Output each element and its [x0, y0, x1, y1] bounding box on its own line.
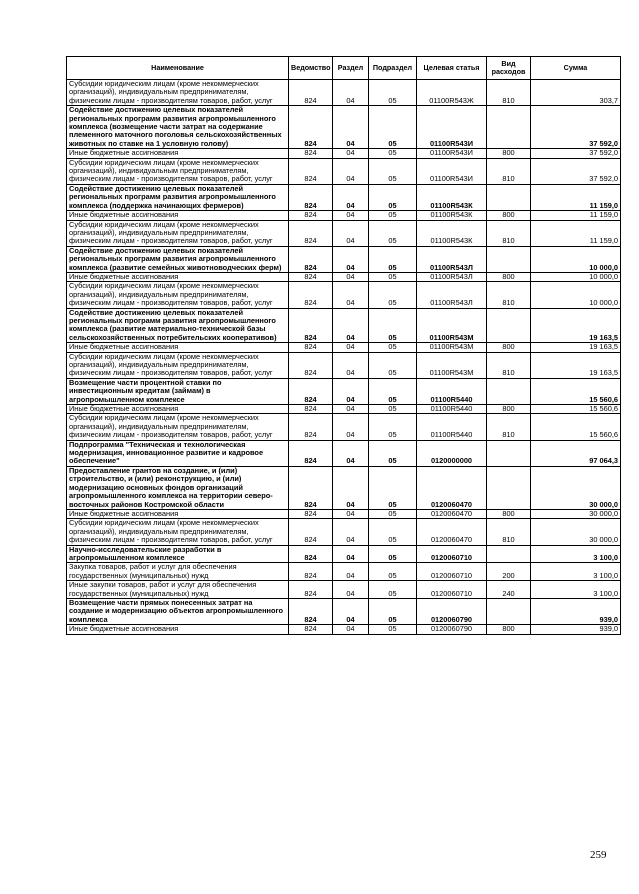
- cell-name: Закупка товаров, работ и услуг для обеспечения государственных (муниципальных) нужд: [67, 563, 289, 581]
- cell-amount: 19 163,5: [531, 343, 621, 352]
- table-row: [67, 440, 621, 466]
- table-row: [67, 352, 621, 378]
- header-department: Ведомство: [289, 57, 333, 80]
- cell-subsection: 05: [369, 414, 417, 440]
- cell-subsection: 05: [369, 563, 417, 581]
- cell-amount: 19 163,5: [531, 352, 621, 378]
- cell-name: Содействие достижению целевых показателей региональных программ развития агропромышленного комплекса (развитие семейных животноводческих ферм): [67, 246, 289, 272]
- table-row: [67, 625, 621, 634]
- cell-subsection: 05: [369, 545, 417, 563]
- cell-expense-type: 810: [487, 158, 531, 184]
- cell-target-article: 01100R543К: [417, 184, 487, 210]
- cell-section: 04: [333, 509, 369, 518]
- cell-expense-type: 800: [487, 405, 531, 414]
- cell-subsection: 05: [369, 158, 417, 184]
- cell-target-article: 0120060790: [417, 625, 487, 634]
- cell-department: 824: [289, 625, 333, 634]
- page-number: 259: [590, 849, 607, 861]
- table-row: [67, 378, 621, 404]
- cell-expense-type: 810: [487, 80, 531, 106]
- cell-subsection: 05: [369, 211, 417, 220]
- cell-target-article: 01100R543И: [417, 149, 487, 158]
- cell-name: Иные бюджетные ассигнования: [67, 625, 289, 634]
- table-row: [67, 598, 621, 624]
- cell-expense-type: 800: [487, 509, 531, 518]
- cell-department: 824: [289, 519, 333, 545]
- cell-subsection: 05: [369, 106, 417, 149]
- cell-subsection: 05: [369, 80, 417, 106]
- table-row: [67, 282, 621, 308]
- cell-expense-type: 810: [487, 352, 531, 378]
- table-row: [67, 563, 621, 581]
- cell-department: 824: [289, 440, 333, 466]
- cell-target-article: 01100R543К: [417, 211, 487, 220]
- header-amount: Сумма: [531, 57, 621, 80]
- cell-target-article: 0120060470: [417, 519, 487, 545]
- cell-expense-type: [487, 466, 531, 509]
- cell-section: 04: [333, 343, 369, 352]
- table-body: [67, 80, 621, 635]
- cell-target-article: 01100R543И: [417, 158, 487, 184]
- cell-subsection: 05: [369, 466, 417, 509]
- header-subsection: Подраздел: [369, 57, 417, 80]
- cell-amount: 303,7: [531, 80, 621, 106]
- cell-section: 04: [333, 563, 369, 581]
- table-row: [67, 414, 621, 440]
- cell-section: 04: [333, 352, 369, 378]
- cell-name: Иные закупки товаров, работ и услуг для обеспечения государственных (муниципальных) нужд: [67, 581, 289, 599]
- cell-name: Иные бюджетные ассигнования: [67, 509, 289, 518]
- cell-department: 824: [289, 378, 333, 404]
- cell-expense-type: [487, 184, 531, 210]
- cell-amount: 30 000,0: [531, 519, 621, 545]
- cell-expense-type: 240: [487, 581, 531, 599]
- cell-amount: 30 000,0: [531, 509, 621, 518]
- cell-amount: 30 000,0: [531, 466, 621, 509]
- table-row: [67, 158, 621, 184]
- cell-target-article: 0120060790: [417, 598, 487, 624]
- table-row: [67, 246, 621, 272]
- cell-expense-type: [487, 246, 531, 272]
- cell-department: 824: [289, 80, 333, 106]
- cell-department: 824: [289, 581, 333, 599]
- cell-section: 04: [333, 282, 369, 308]
- cell-expense-type: [487, 545, 531, 563]
- cell-name: Субсидии юридическим лицам (кроме некоммерческих организаций), индивидуальным предпринимателям, физическим лицам - производителям товаров, работ, услуг: [67, 352, 289, 378]
- header-expense-type: Вид расходов: [487, 57, 531, 80]
- cell-subsection: 05: [369, 282, 417, 308]
- cell-subsection: 05: [369, 625, 417, 634]
- cell-section: 04: [333, 106, 369, 149]
- cell-target-article: 01100R5440: [417, 378, 487, 404]
- cell-target-article: 01100R543М: [417, 352, 487, 378]
- cell-target-article: 01100R5440: [417, 405, 487, 414]
- cell-section: 04: [333, 545, 369, 563]
- header-target-article: Целевая статья: [417, 57, 487, 80]
- cell-subsection: 05: [369, 220, 417, 246]
- cell-name: Возмещение части процентной ставки по инвестиционным кредитам (займам) в агропромышленном комплексе: [67, 378, 289, 404]
- cell-section: 04: [333, 158, 369, 184]
- cell-name: Иные бюджетные ассигнования: [67, 272, 289, 281]
- cell-name: Субсидии юридическим лицам (кроме некоммерческих организаций), индивидуальным предпринимателям, физическим лицам - производителям товаров, работ, услуг: [67, 220, 289, 246]
- cell-amount: 10 000,0: [531, 272, 621, 281]
- cell-department: 824: [289, 352, 333, 378]
- cell-name: Иные бюджетные ассигнования: [67, 405, 289, 414]
- budget-table: [66, 56, 621, 635]
- cell-name: Субсидии юридическим лицам (кроме некоммерческих организаций), индивидуальным предпринимателям, физическим лицам - производителям товаров, работ, услуг: [67, 282, 289, 308]
- cell-department: 824: [289, 308, 333, 343]
- cell-department: 824: [289, 211, 333, 220]
- cell-section: 04: [333, 80, 369, 106]
- cell-name: Иные бюджетные ассигнования: [67, 343, 289, 352]
- cell-section: 04: [333, 149, 369, 158]
- cell-name: Содействие достижению целевых показателей региональных программ развития агропромышленного комплекса (поддержка начинающих фермеров): [67, 184, 289, 210]
- cell-subsection: 05: [369, 519, 417, 545]
- cell-amount: 19 163,5: [531, 308, 621, 343]
- cell-expense-type: 810: [487, 519, 531, 545]
- cell-subsection: 05: [369, 149, 417, 158]
- cell-expense-type: [487, 378, 531, 404]
- cell-expense-type: 810: [487, 414, 531, 440]
- table-row: [67, 519, 621, 545]
- cell-subsection: 05: [369, 184, 417, 210]
- cell-subsection: 05: [369, 246, 417, 272]
- cell-name: Субсидии юридическим лицам (кроме некоммерческих организаций), индивидуальным предпринимателям, физическим лицам - производителям товаров, работ, услуг: [67, 414, 289, 440]
- cell-target-article: 01100R543Л: [417, 246, 487, 272]
- cell-section: 04: [333, 378, 369, 404]
- cell-target-article: 0120060710: [417, 581, 487, 599]
- cell-section: 04: [333, 598, 369, 624]
- cell-department: 824: [289, 563, 333, 581]
- cell-section: 04: [333, 405, 369, 414]
- cell-expense-type: 800: [487, 149, 531, 158]
- cell-name: Субсидии юридическим лицам (кроме некоммерческих организаций), индивидуальным предпринимателям, физическим лицам - производителям товаров, работ, услуг: [67, 519, 289, 545]
- cell-section: 04: [333, 440, 369, 466]
- header-section: Раздел: [333, 57, 369, 80]
- cell-name: Субсидии юридическим лицам (кроме некоммерческих организаций), индивидуальным предпринимателям, физическим лицам - производителям товаров, работ, услуг: [67, 80, 289, 106]
- cell-section: 04: [333, 625, 369, 634]
- cell-department: 824: [289, 184, 333, 210]
- cell-name: Иные бюджетные ассигнования: [67, 149, 289, 158]
- table-row: [67, 466, 621, 509]
- cell-expense-type: 810: [487, 282, 531, 308]
- cell-subsection: 05: [369, 272, 417, 281]
- cell-name: Иные бюджетные ассигнования: [67, 211, 289, 220]
- cell-section: 04: [333, 220, 369, 246]
- cell-section: 04: [333, 246, 369, 272]
- cell-target-article: 0120060470: [417, 509, 487, 518]
- cell-department: 824: [289, 598, 333, 624]
- cell-amount: 3 100,0: [531, 581, 621, 599]
- cell-expense-type: [487, 106, 531, 149]
- table-row: [67, 184, 621, 210]
- cell-subsection: 05: [369, 352, 417, 378]
- cell-expense-type: 800: [487, 211, 531, 220]
- table-row: [67, 545, 621, 563]
- cell-amount: 37 592,0: [531, 106, 621, 149]
- cell-subsection: 05: [369, 509, 417, 518]
- cell-department: 824: [289, 545, 333, 563]
- cell-target-article: 01100R543М: [417, 308, 487, 343]
- cell-name: Предоставление грантов на создание, и (или) строительство, и (или) реконструкцию, и (или) модернизацию основных фондов организаций агропромышленного комплекса на территории северо-восточных районов Костромской области: [67, 466, 289, 509]
- cell-target-article: 0120060710: [417, 563, 487, 581]
- cell-section: 04: [333, 466, 369, 509]
- cell-section: 04: [333, 272, 369, 281]
- cell-amount: 939,0: [531, 598, 621, 624]
- cell-name: Содействие достижению целевых показателей региональных программ развития агропромышленного комплекса (развитие материально-технической базы сельскохозяйственных потребительских кооперативов): [67, 308, 289, 343]
- cell-subsection: 05: [369, 405, 417, 414]
- cell-target-article: 01100R543Л: [417, 282, 487, 308]
- table-row: [67, 80, 621, 106]
- cell-subsection: 05: [369, 598, 417, 624]
- cell-subsection: 05: [369, 343, 417, 352]
- table-row: [67, 220, 621, 246]
- cell-department: 824: [289, 405, 333, 414]
- cell-section: 04: [333, 519, 369, 545]
- cell-amount: 10 000,0: [531, 246, 621, 272]
- cell-expense-type: 800: [487, 272, 531, 281]
- cell-expense-type: 800: [487, 343, 531, 352]
- cell-department: 824: [289, 158, 333, 184]
- cell-name: Содействие достижению целевых показателей региональных программ развития агропромышленного комплекса (возмещение части затрат на содержание племенного маточного поголовья сельскохозяйственных животных по ставке на 1 условную голову): [67, 106, 289, 149]
- table-row: [67, 211, 621, 220]
- cell-department: 824: [289, 272, 333, 281]
- cell-target-article: 0120060710: [417, 545, 487, 563]
- cell-subsection: 05: [369, 308, 417, 343]
- cell-target-article: 01100R543Л: [417, 272, 487, 281]
- cell-section: 04: [333, 308, 369, 343]
- cell-department: 824: [289, 220, 333, 246]
- cell-amount: 11 159,0: [531, 211, 621, 220]
- cell-amount: 37 592,0: [531, 149, 621, 158]
- table-header-row: [67, 57, 621, 80]
- cell-amount: 15 560,6: [531, 378, 621, 404]
- table-row: [67, 343, 621, 352]
- cell-name: Подпрограмма "Техническая и технологическая модернизация, инновационное развитие и кадровое обеспечение": [67, 440, 289, 466]
- cell-amount: 97 064,3: [531, 440, 621, 466]
- cell-expense-type: 200: [487, 563, 531, 581]
- cell-amount: 939,0: [531, 625, 621, 634]
- cell-expense-type: [487, 308, 531, 343]
- cell-target-article: 0120060470: [417, 466, 487, 509]
- header-name: Наименование: [67, 57, 289, 80]
- table-row: [67, 581, 621, 599]
- cell-subsection: 05: [369, 378, 417, 404]
- cell-section: 04: [333, 414, 369, 440]
- cell-subsection: 05: [369, 440, 417, 466]
- cell-target-article: 01100R5440: [417, 414, 487, 440]
- cell-section: 04: [333, 581, 369, 599]
- cell-department: 824: [289, 246, 333, 272]
- cell-name: Научно-исследовательские разработки в агропромышленном комплексе: [67, 545, 289, 563]
- cell-subsection: 05: [369, 581, 417, 599]
- cell-amount: 37 592,0: [531, 158, 621, 184]
- table-row: [67, 149, 621, 158]
- table-row: [67, 308, 621, 343]
- cell-amount: 3 100,0: [531, 545, 621, 563]
- cell-amount: 10 000,0: [531, 282, 621, 308]
- cell-expense-type: 800: [487, 625, 531, 634]
- cell-expense-type: [487, 598, 531, 624]
- cell-department: 824: [289, 343, 333, 352]
- cell-target-article: 01100R543М: [417, 343, 487, 352]
- table-row: [67, 106, 621, 149]
- cell-amount: 15 560,6: [531, 414, 621, 440]
- cell-department: 824: [289, 149, 333, 158]
- cell-target-article: 01100R543И: [417, 106, 487, 149]
- cell-amount: 11 159,0: [531, 220, 621, 246]
- cell-name: Возмещение части прямых понесенных затрат на создание и модернизацию объектов агропромышленного комплекса: [67, 598, 289, 624]
- cell-section: 04: [333, 184, 369, 210]
- cell-name: Субсидии юридическим лицам (кроме некоммерческих организаций), индивидуальным предпринимателям, физическим лицам - производителям товаров, работ, услуг: [67, 158, 289, 184]
- cell-target-article: 0120000000: [417, 440, 487, 466]
- cell-department: 824: [289, 509, 333, 518]
- cell-department: 824: [289, 414, 333, 440]
- cell-department: 824: [289, 106, 333, 149]
- cell-amount: 11 159,0: [531, 184, 621, 210]
- cell-expense-type: 810: [487, 220, 531, 246]
- cell-amount: 3 100,0: [531, 563, 621, 581]
- cell-section: 04: [333, 211, 369, 220]
- cell-department: 824: [289, 466, 333, 509]
- cell-department: 824: [289, 282, 333, 308]
- cell-target-article: 01100R543К: [417, 220, 487, 246]
- cell-amount: 15 560,6: [531, 405, 621, 414]
- cell-target-article: 01100R543Ж: [417, 80, 487, 106]
- cell-expense-type: [487, 440, 531, 466]
